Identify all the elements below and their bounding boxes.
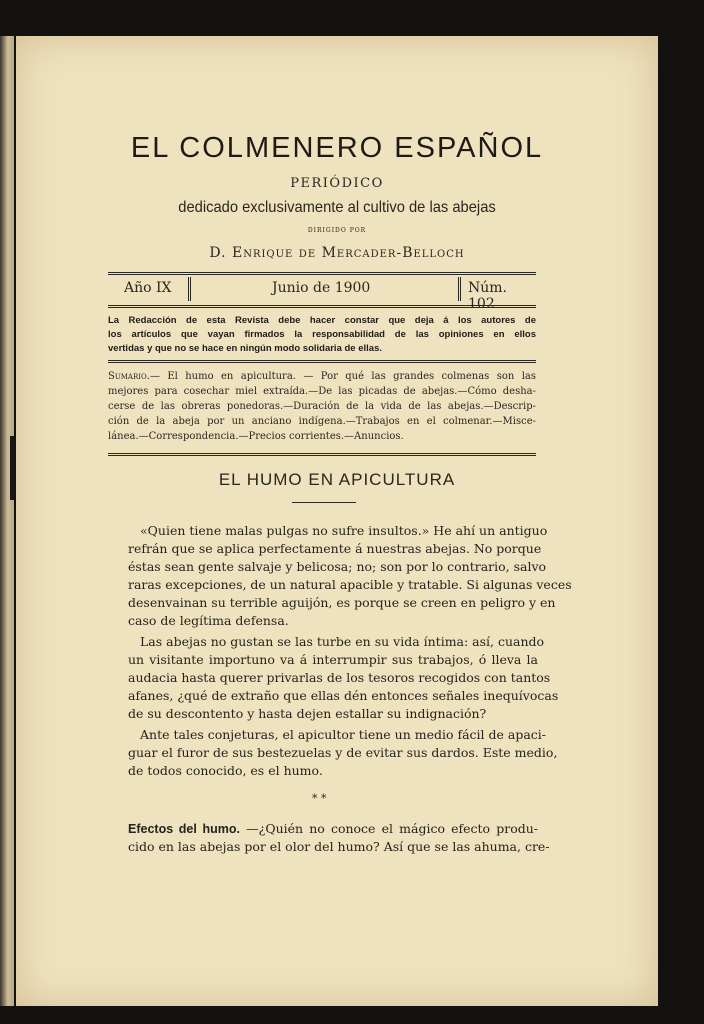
article-line: Ante tales conjeturas, el apicultor tiene un medio fácil de apaci-: [140, 727, 547, 742]
article-line: de todos conocido, es el humo.: [128, 763, 323, 778]
section-title: Efectos del humo.: [128, 822, 240, 836]
summary-line: — El humo en apicultura. — Por qué las grandes colmenas son las: [149, 371, 536, 382]
article-line: refrán que se aplica perfectamente á nuestras abejas. No porque: [128, 541, 542, 556]
summary-line: mejores para cosechar miel extraída.—De las picadas de abejas.—Cómo desha-: [108, 386, 536, 397]
article-heading: EL HUMO EN APICULTURA: [218, 470, 456, 489]
article-line: audacia hasta querer privarlas de los tesoros recogidos con tantos: [128, 670, 551, 685]
article-line: [128, 820, 538, 838]
journal-page: [16, 36, 658, 1006]
director-name: D. Enrique de Mercader-Belloch: [209, 245, 465, 261]
masthead-divider: [458, 277, 461, 301]
article-line: de su descontento y hasta dejen estallar su indignación?: [128, 706, 487, 721]
section-separator: * *: [312, 792, 327, 805]
article-line: caso de legítima defensa.: [128, 613, 289, 628]
publication-title: EL COLMENERO ESPAÑOL: [130, 132, 544, 164]
article-line: guar el furor de sus bestezuelas y de evitar sus dardos. Este medio,: [128, 745, 558, 760]
editorial-notice: [108, 314, 536, 356]
issue-masthead: [108, 272, 536, 312]
summary-box: [108, 360, 536, 456]
article-line: un visitante importuno va á interrumpir sus trabajos, ó lleva la: [128, 652, 538, 667]
summary-line: ción de la abeja por un anciano indígena.—Trabajos en el colmenar.—Misce-: [108, 416, 536, 427]
heading-rule: [292, 502, 356, 503]
binding-mark: [10, 436, 15, 500]
summary-line: lánea.—Correspondencia.—Precios corrientes.—Anuncios.: [108, 431, 404, 442]
notice-line: La Redacción de esta Revista debe hacer constar que deja á los autores de: [108, 315, 536, 326]
article-line: desenvainan su terrible aguijón, es porque se creen en peligro y en: [128, 595, 556, 610]
issue-number: Núm. 102: [468, 280, 507, 312]
directed-by-label: DIRIGIDO POR: [307, 227, 367, 234]
notice-line: los artículos que vayan firmados la responsabilidad de las opiniones en ellos: [108, 329, 536, 340]
publication-kind: PERIÓDICO: [290, 176, 384, 191]
section-line: —¿Quién no conoce el mágico efecto produ-: [240, 821, 539, 836]
summary-text: [108, 369, 536, 444]
notice-line: vertidas y que no se hace en ningún modo solidaria de ellas.: [108, 343, 382, 354]
article-line: éstas sean gente salvaje y belicosa; no; son por lo contrario, salvo: [128, 559, 547, 574]
summary-line: cerse de las obreras ponedoras.—Duración de la vida de las abejas.—Descrip-: [108, 401, 536, 412]
article-line: cido en las abejas por el olor del humo? Así que se las ahuma, cre-: [128, 839, 550, 854]
publication-description: dedicado exclusivamente al cultivo de las abejas: [178, 199, 496, 216]
article-line: raras excepciones, de un natural apacible y tratable. Si algunas veces: [128, 577, 572, 592]
adjacent-page-edge: [0, 36, 14, 1006]
article-line: Las abejas no gustan se las turbe en su vida íntima: así, cuando: [140, 634, 545, 649]
article-line: afanes, ¿qué de extraño que ellas dén entonces señales inequívocas: [128, 688, 559, 703]
masthead-divider: [188, 277, 191, 301]
issue-date: Junio de 1900: [272, 280, 371, 296]
summary-label: Sumario.: [108, 371, 150, 382]
article-line: «Quien tiene malas pulgas no sufre insultos.» He ahí un antiguo: [140, 523, 548, 538]
issue-year: Año IX: [124, 280, 172, 296]
